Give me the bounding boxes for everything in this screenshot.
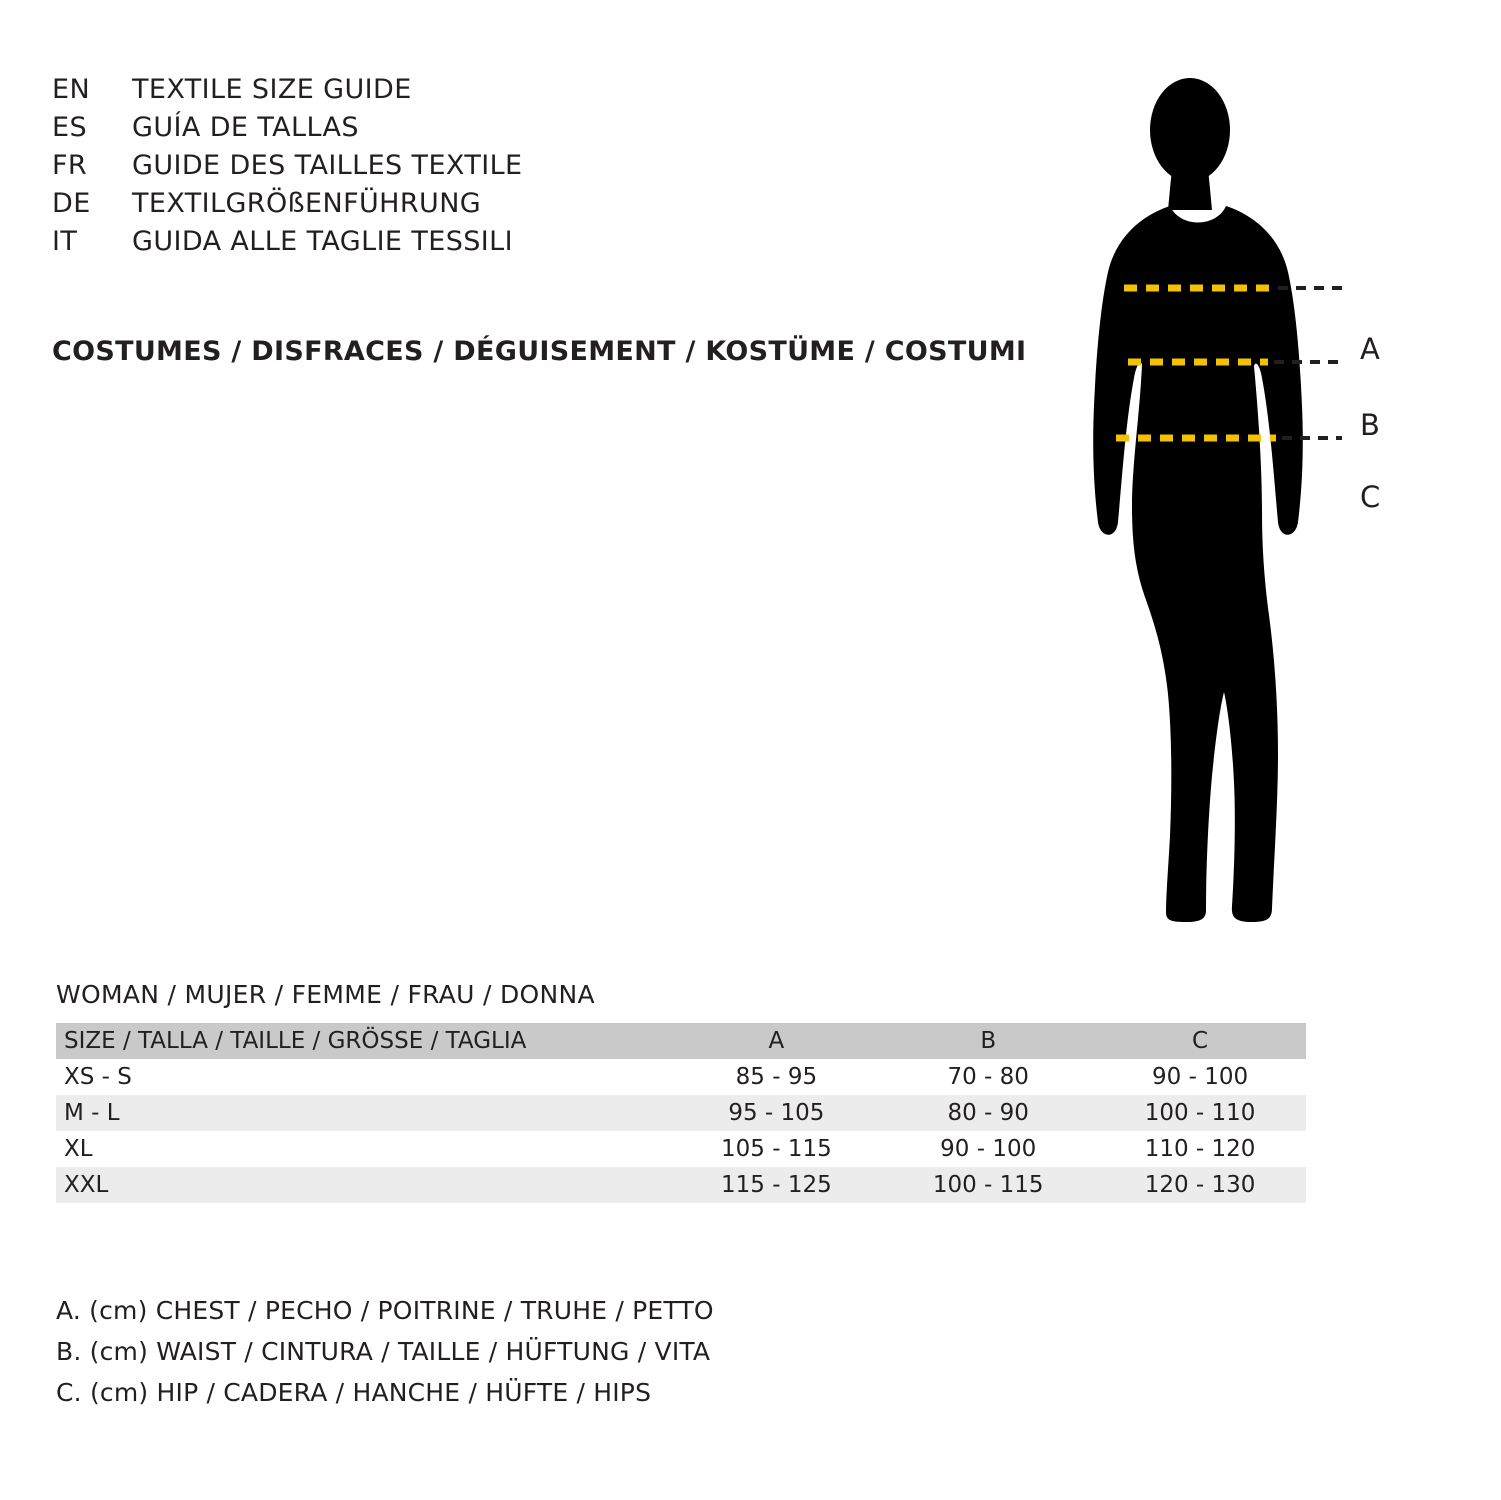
cell-c: 110 - 120 <box>1144 1136 1256 1162</box>
size-table <box>56 1023 1306 1203</box>
cell-a: 95 - 105 <box>728 1100 825 1126</box>
language-code: EN <box>52 74 91 105</box>
table-row <box>56 1095 1306 1131</box>
language-row-de <box>52 188 872 226</box>
table-body <box>56 1059 1306 1203</box>
cell-c: 90 - 100 <box>1152 1064 1249 1090</box>
language-code: ES <box>52 112 87 143</box>
cell-b: 80 - 90 <box>947 1100 1029 1126</box>
female-silhouette-figure <box>1020 60 1440 950</box>
header-size: SIZE / TALLA / TAILLE / GRÖSSE / TAGLIA <box>64 1028 527 1054</box>
language-code: FR <box>52 150 88 181</box>
table-row <box>56 1059 1306 1095</box>
language-code: IT <box>52 226 78 257</box>
table-header-row <box>56 1023 1306 1059</box>
table-row <box>56 1167 1306 1203</box>
language-row-fr <box>52 150 872 188</box>
marker-label-b: B <box>1360 408 1380 442</box>
header-a: A <box>768 1028 785 1054</box>
costumes-subtitle: COSTUMES / DISFRACES / DÉGUISEMENT / KOSTÜME / COSTUMI <box>52 336 1027 367</box>
cell-a: 85 - 95 <box>735 1064 818 1090</box>
cell-a: 105 - 115 <box>721 1136 832 1162</box>
language-title: GUIDA ALLE TAGLIE TESSILI <box>132 226 513 257</box>
cell-c: 100 - 110 <box>1144 1100 1256 1126</box>
language-row-es <box>52 112 872 150</box>
cell-size: XXL <box>64 1172 109 1198</box>
legend-row-c: C. (cm) HIP / CADERA / HANCHE / HÜFTE / HIPS <box>56 1378 652 1407</box>
cell-size: M - L <box>64 1100 120 1126</box>
cell-b: 100 - 115 <box>932 1172 1044 1198</box>
language-row-en <box>52 74 872 112</box>
cell-a: 115 - 125 <box>721 1172 832 1198</box>
table-header <box>56 1023 1306 1059</box>
language-title: TEXTILGRÖßENFÜHRUNG <box>132 188 482 219</box>
legend-row-a: A. (cm) CHEST / PECHO / POITRINE / TRUHE / PETTO <box>56 1296 714 1325</box>
marker-label-c: C <box>1360 480 1381 514</box>
language-code: DE <box>52 188 91 219</box>
table-row <box>56 1131 1306 1167</box>
language-row-it <box>52 226 872 264</box>
marker-label-a: A <box>1360 332 1380 366</box>
cell-size: XS - S <box>64 1064 132 1090</box>
header-c: C <box>1192 1028 1209 1054</box>
header-b: B <box>980 1028 997 1054</box>
language-title: TEXTILE SIZE GUIDE <box>132 74 412 105</box>
language-list <box>52 74 872 264</box>
cell-size: XL <box>64 1136 93 1162</box>
language-title: GUÍA DE TALLAS <box>132 112 359 143</box>
cell-b: 90 - 100 <box>940 1136 1037 1162</box>
cell-c: 120 - 130 <box>1144 1172 1256 1198</box>
size-table-section <box>56 980 1306 1203</box>
language-title: GUIDE DES TAILLES TEXTILE <box>132 150 523 181</box>
cell-b: 70 - 80 <box>947 1064 1029 1090</box>
table-caption: WOMAN / MUJER / FEMME / FRAU / DONNA <box>56 980 595 1009</box>
legend-row-b: B. (cm) WAIST / CINTURA / TAILLE / HÜFTUNG / VITA <box>56 1337 711 1366</box>
measurement-legend <box>56 1290 714 1413</box>
